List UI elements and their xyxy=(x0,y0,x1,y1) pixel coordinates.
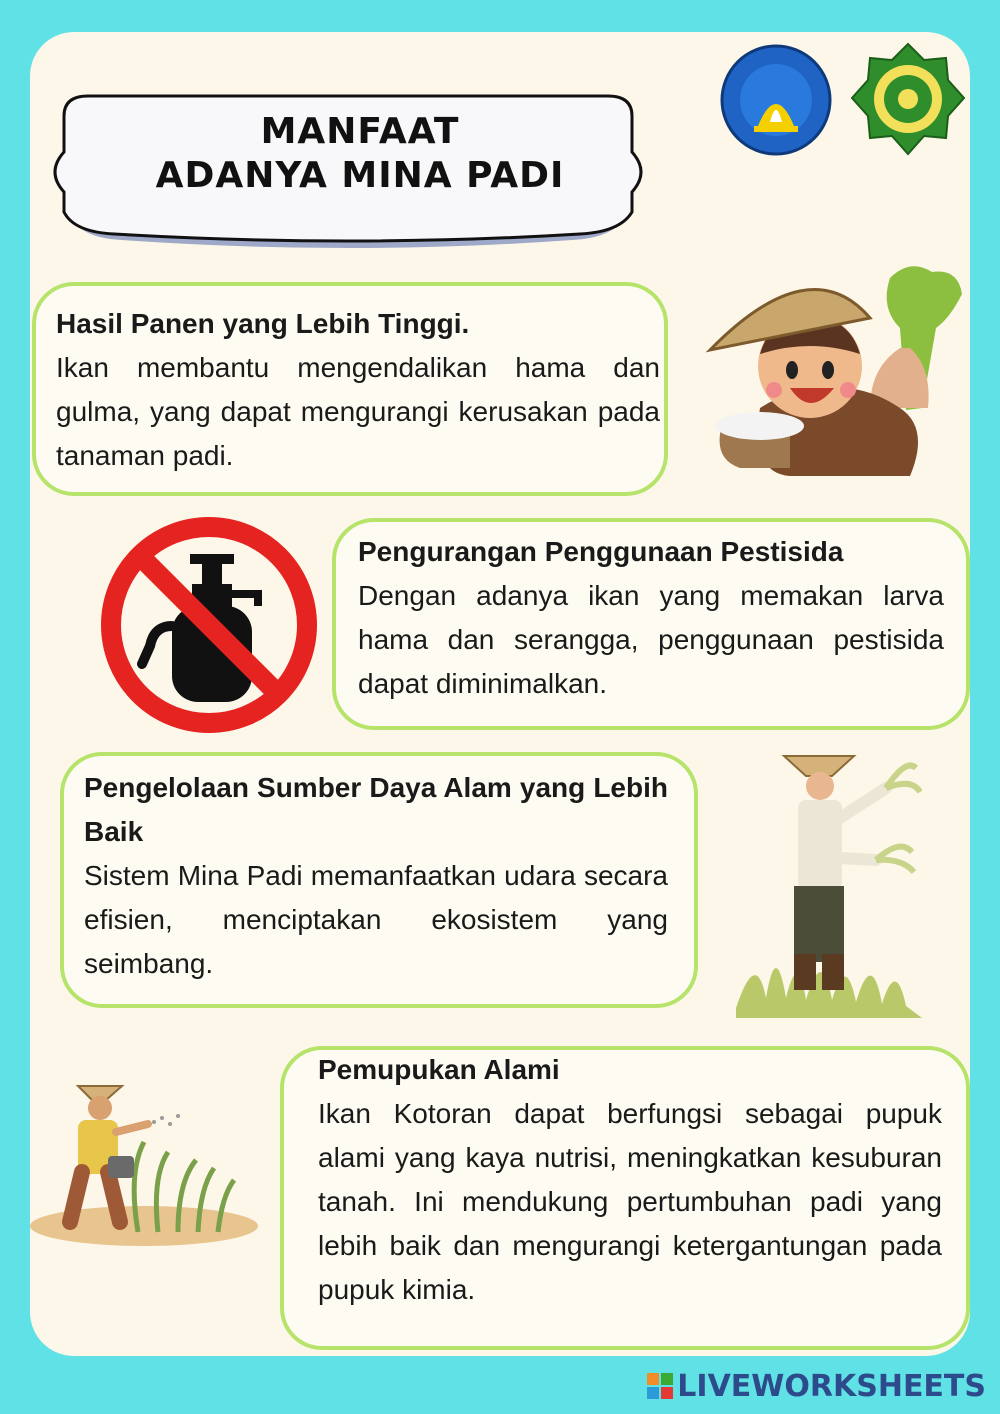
benefit-3-heading: Pengelolaan Sumber Daya Alam yang Lebih Baik xyxy=(84,772,668,847)
page-title xyxy=(100,110,620,198)
benefit-1-heading: Hasil Panen yang Lebih Tinggi. xyxy=(56,308,470,339)
benefit-card-1-text xyxy=(56,302,660,478)
liveworksheets-brand: LIVEWORKSHEETS xyxy=(677,1368,986,1404)
title-line-2: ADANYA MINA PADI xyxy=(155,155,565,196)
benefit-card-3-text xyxy=(84,766,668,986)
benefit-3-body: Sistem Mina Padi memanfaatkan udara secara efisien, menciptakan ekosistem yang seimbang. xyxy=(84,860,668,979)
farmer-sowing-icon xyxy=(28,1072,258,1248)
no-pesticide-sprayer-icon xyxy=(98,514,320,736)
benefit-card-2-text xyxy=(358,530,944,706)
farmer-with-rice-icon xyxy=(700,258,970,478)
benefit-2-heading: Pengurangan Penggunaan Pestisida xyxy=(358,536,844,567)
benefit-card-4-text xyxy=(318,1048,942,1312)
benefit-4-heading: Pemupukan Alami xyxy=(318,1054,560,1085)
universitas-muhammadiyah-bengkulu-logo-icon xyxy=(846,40,970,158)
farmer-harvesting-icon xyxy=(736,748,922,1018)
liveworksheets-logo-icon xyxy=(647,1373,673,1399)
tut-wuri-handayani-logo-icon xyxy=(714,42,838,158)
benefit-4-body: Ikan Kotoran dapat berfungsi sebagai pupuk alami yang kaya nutrisi, meningkatkan kesuburan tanah. Ini mendukung pertumbuhan padi yang lebih baik dan mengurangi ketergantungan pada pupuk kimia. xyxy=(318,1098,942,1305)
benefit-2-body: Dengan adanya ikan yang memakan larva hama dan serangga, penggunaan pestisida dapat diminimalkan. xyxy=(358,580,944,699)
liveworksheets-footer[interactable] xyxy=(647,1368,986,1404)
benefit-1-body: Ikan membantu mengendalikan hama dan gulma, yang dapat mengurangi kerusakan pada tanaman padi. xyxy=(56,352,660,471)
title-line-1: MANFAAT xyxy=(260,111,460,152)
